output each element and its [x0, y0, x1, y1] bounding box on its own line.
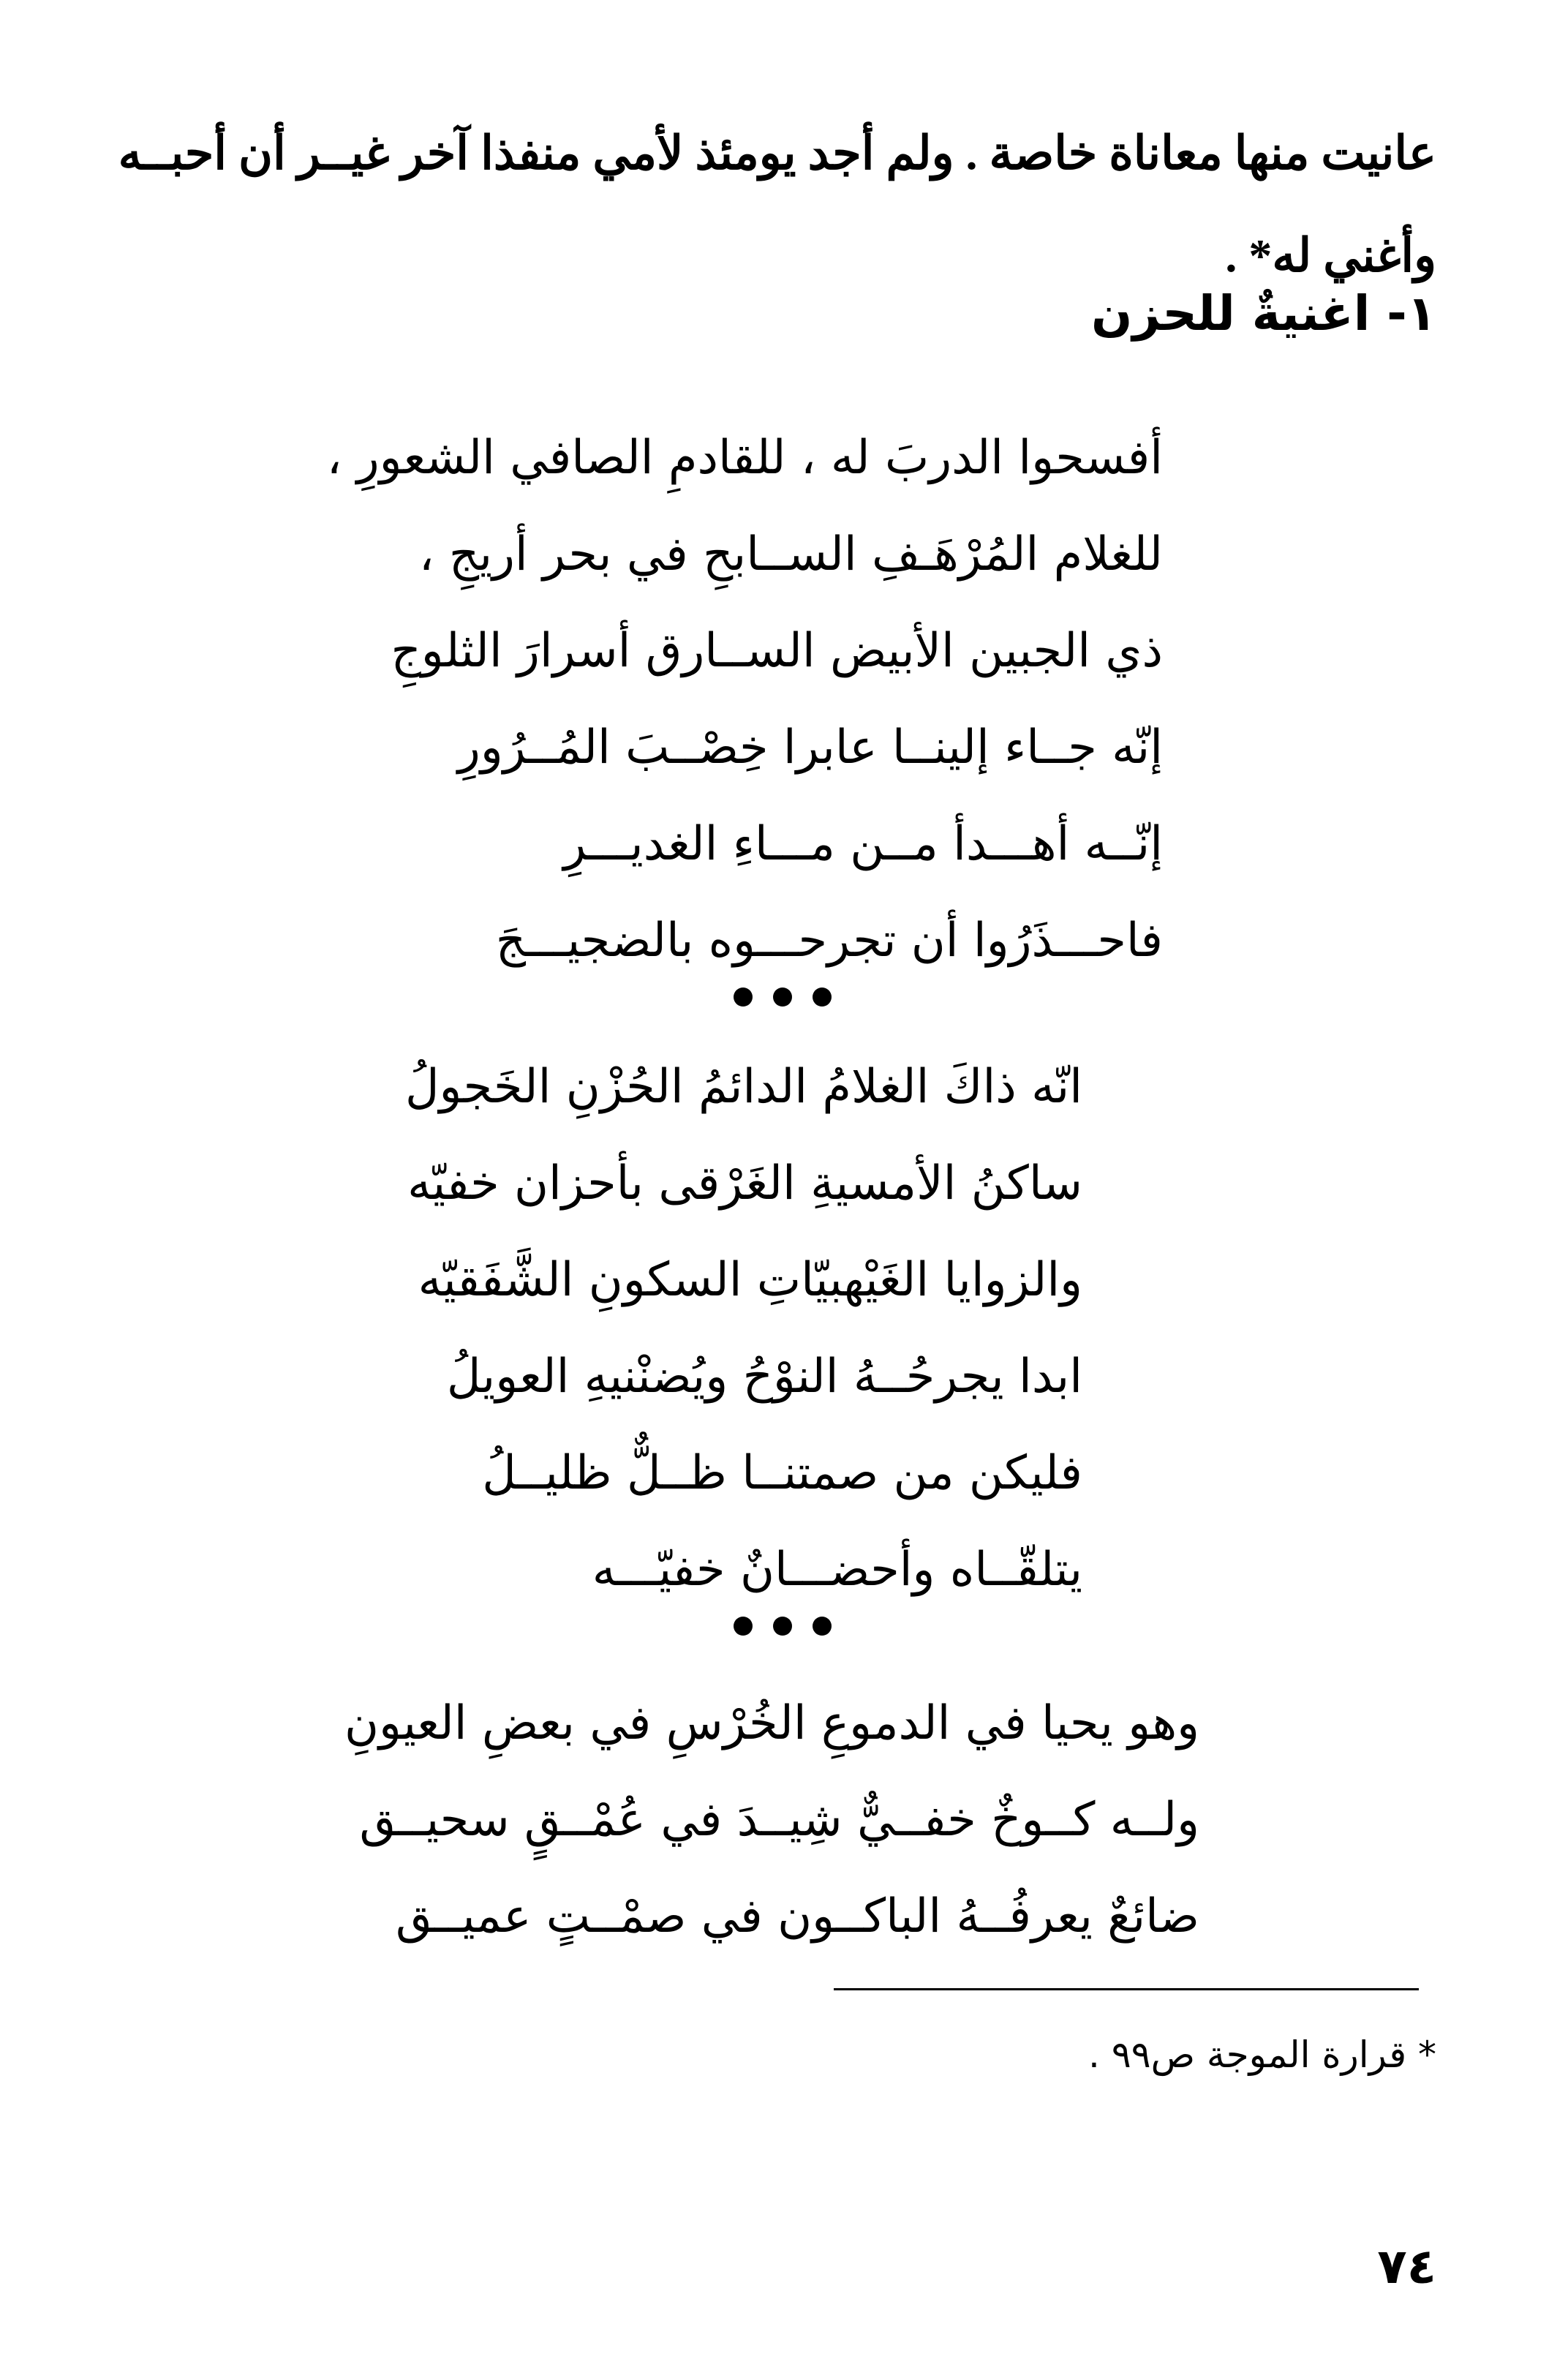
- separator-dot: [734, 1617, 753, 1636]
- poem-stanza: [404, 1039, 1082, 1618]
- poem-verse: ضائعٌ يعرفُــهُ الباكــون في صمْــتٍ عميــق: [396, 1889, 1199, 1944]
- intro-paragraph: [102, 102, 1436, 307]
- intro-line: عانيت منها معاناة خاصة . ولم أجد يومئذ لأمي منفذا آخر غيــر أن أحبــه: [118, 127, 1436, 179]
- page-number: ٧٤: [1377, 2238, 1436, 2295]
- separator-dot: [813, 988, 832, 1007]
- poem-verse: يتلقّــاه وأحضـــانٌ خفيّـــه: [592, 1543, 1082, 1597]
- poem-verse: فاحـــذَرُوا أن تجرحـــوه بالضجيـــجَ: [495, 914, 1163, 968]
- poem-verse: إنّه جــاء إلينــا عابرا خِصْــبَ المُــرُورِ: [457, 721, 1163, 775]
- poem-verse: فليكن من صمتنــا ظــلٌّ ظليــلُ: [482, 1446, 1082, 1500]
- poem-stanza: [336, 1675, 1199, 1965]
- separator-dot: [773, 1617, 792, 1636]
- stanza-separator: [687, 1617, 878, 1639]
- poem-verse: ولــه كــوخٌ خفــيٌّ شِيــدَ في عُمْــقٍ سحيــق: [359, 1793, 1199, 1847]
- poem-verse: ابدا يجرحُــهُ النوْحُ ويُضنْنيهِ العويلُ: [446, 1350, 1082, 1404]
- poem-verse: انّه ذاكَ الغلامُ الدائمُ الحُزْنِ الخَجولُ: [404, 1060, 1082, 1114]
- footnote-divider: [834, 1988, 1419, 1990]
- stanza-separator: [687, 988, 878, 1009]
- poem-stanza: [326, 410, 1163, 989]
- separator-dot: [813, 1617, 832, 1636]
- separator-dot: [773, 988, 792, 1007]
- poem-verse: للغلام المُرْهَـفِ الســابحِ في بحر أريجِ ،: [418, 527, 1163, 582]
- poem-verse: أفسحوا الدربَ له ، للقادمِ الصافي الشعورِ ،: [326, 431, 1163, 485]
- section-heading: ١- اغنيةٌ للحزن: [1091, 285, 1436, 342]
- footnote: * قرارة الموجة ص٩٩ .: [1088, 2034, 1436, 2076]
- poem-verse: والزوايا الغَيْهبيّاتِ السكونِ الشَّفَقيّه: [418, 1253, 1082, 1307]
- separator-dot: [734, 988, 753, 1007]
- poem-verse: ساكنُ الأمسيةِ الغَرْقى بأحزان خفيّه: [407, 1156, 1082, 1211]
- poem-verse: إنّــه أهـــدأ مــن مـــاءِ الغديـــرِ: [563, 817, 1163, 871]
- poem-verse: وهو يحيا في الدموعِ الخُرْسِ في بعضِ العيونِ: [344, 1696, 1199, 1750]
- poem-verse: ذي الجبين الأبيض الســارق أسرارَ الثلوجِ: [391, 624, 1163, 678]
- intro-line: وأغني له* .: [1225, 230, 1436, 282]
